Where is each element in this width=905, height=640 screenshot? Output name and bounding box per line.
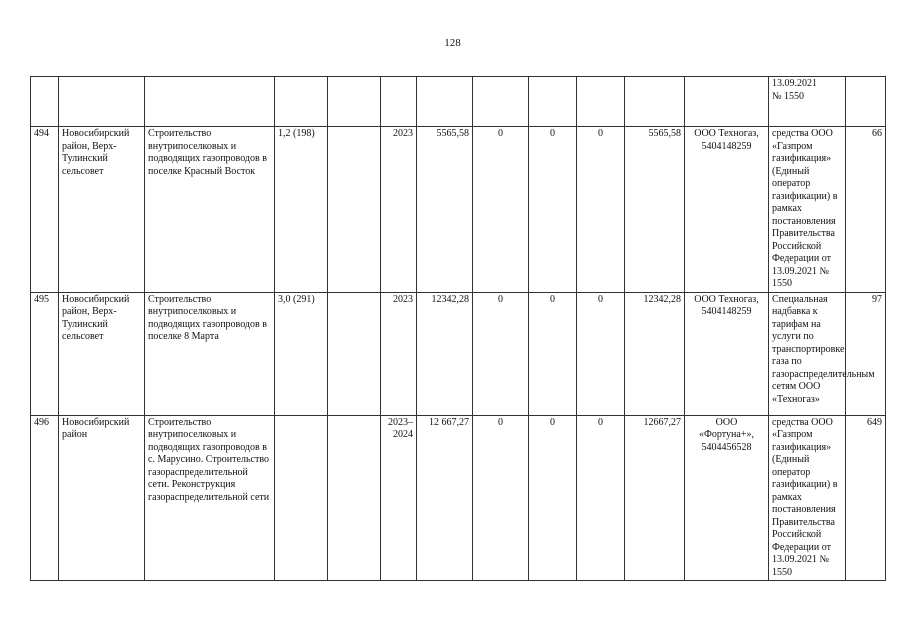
table-row [31,415,886,581]
cell-org: ООО Техногаз, 5404148259 [685,127,769,293]
cell-num: 496 [31,415,59,581]
cell-object: Строительство внутрипоселковых и подводящих газопроводов в поселке Красный Восток [145,127,275,293]
cell-v3: 0 [577,292,625,415]
cell-length [275,77,328,127]
cell-year: 2023 [381,292,417,415]
cell-funding: 13.09.2021 № 1550 [769,77,846,127]
cell-blank [328,127,381,293]
cell-blank [328,415,381,581]
cell-v4 [625,77,685,127]
cell-v2 [529,77,577,127]
cell-v4: 12342,28 [625,292,685,415]
cell-v2: 0 [529,292,577,415]
cell-district: Новосибирский район, Верх-Тулинский сельсовет [59,292,145,415]
cell-total: 12342,28 [417,292,473,415]
cell-v1: 0 [473,127,529,293]
cell-count [846,77,886,127]
cell-org [685,77,769,127]
cell-district: Новосибирский район, Верх-Тулинский сельсовет [59,127,145,293]
cell-funding: Специальная надбавка к тарифам на услуги по транспортировке газа по газораспределительным сетям ООО «Техногаз» [769,292,846,415]
cell-v3 [577,77,625,127]
cell-year: 2023 [381,127,417,293]
cell-length [275,415,328,581]
register-table [30,76,886,581]
cell-v1 [473,77,529,127]
cell-count: 97 [846,292,886,415]
cell-v4: 5565,58 [625,127,685,293]
cell-total [417,77,473,127]
cell-object [145,77,275,127]
cell-object: Строительство внутрипоселковых и подводящих газопроводов в с. Марусино. Строительство газораспределительной сети. Реконструкция газораспределительной сети [145,415,275,581]
cell-v2: 0 [529,127,577,293]
cell-year: 2023– 2024 [381,415,417,581]
cell-total: 12 667,27 [417,415,473,581]
cell-object: Строительство внутрипоселковых и подводящих газопроводов в поселке 8 Марта [145,292,275,415]
cell-num [31,77,59,127]
cell-v2: 0 [529,415,577,581]
cell-v1: 0 [473,292,529,415]
cell-blank [328,292,381,415]
cell-year [381,77,417,127]
cell-district: Новосибирский район [59,415,145,581]
cell-v1: 0 [473,415,529,581]
cell-blank [328,77,381,127]
table-row-continuation [31,77,886,127]
table-row [31,127,886,293]
cell-funding: средства ООО «Газпром газификация» (Единый оператор газификации) в рамках постановления Правительства Российской Федерации от 13.09.2021 № 1550 [769,127,846,293]
cell-num: 494 [31,127,59,293]
cell-total: 5565,58 [417,127,473,293]
cell-district [59,77,145,127]
cell-v3: 0 [577,415,625,581]
cell-count: 649 [846,415,886,581]
cell-num: 495 [31,292,59,415]
cell-v3: 0 [577,127,625,293]
cell-org: ООО «Фортуна+», 5404456528 [685,415,769,581]
cell-count: 66 [846,127,886,293]
cell-org: ООО Техногаз, 5404148259 [685,292,769,415]
table-row [31,292,886,415]
cell-length: 3,0 (291) [275,292,328,415]
cell-funding: средства ООО «Газпром газификация» (Единый оператор газификации) в рамках постановления Правительства Российской Федерации от 13.09.2021 № 1550 [769,415,846,581]
cell-v4: 12667,27 [625,415,685,581]
page-number: 128 [444,37,461,49]
cell-length: 1,2 (198) [275,127,328,293]
